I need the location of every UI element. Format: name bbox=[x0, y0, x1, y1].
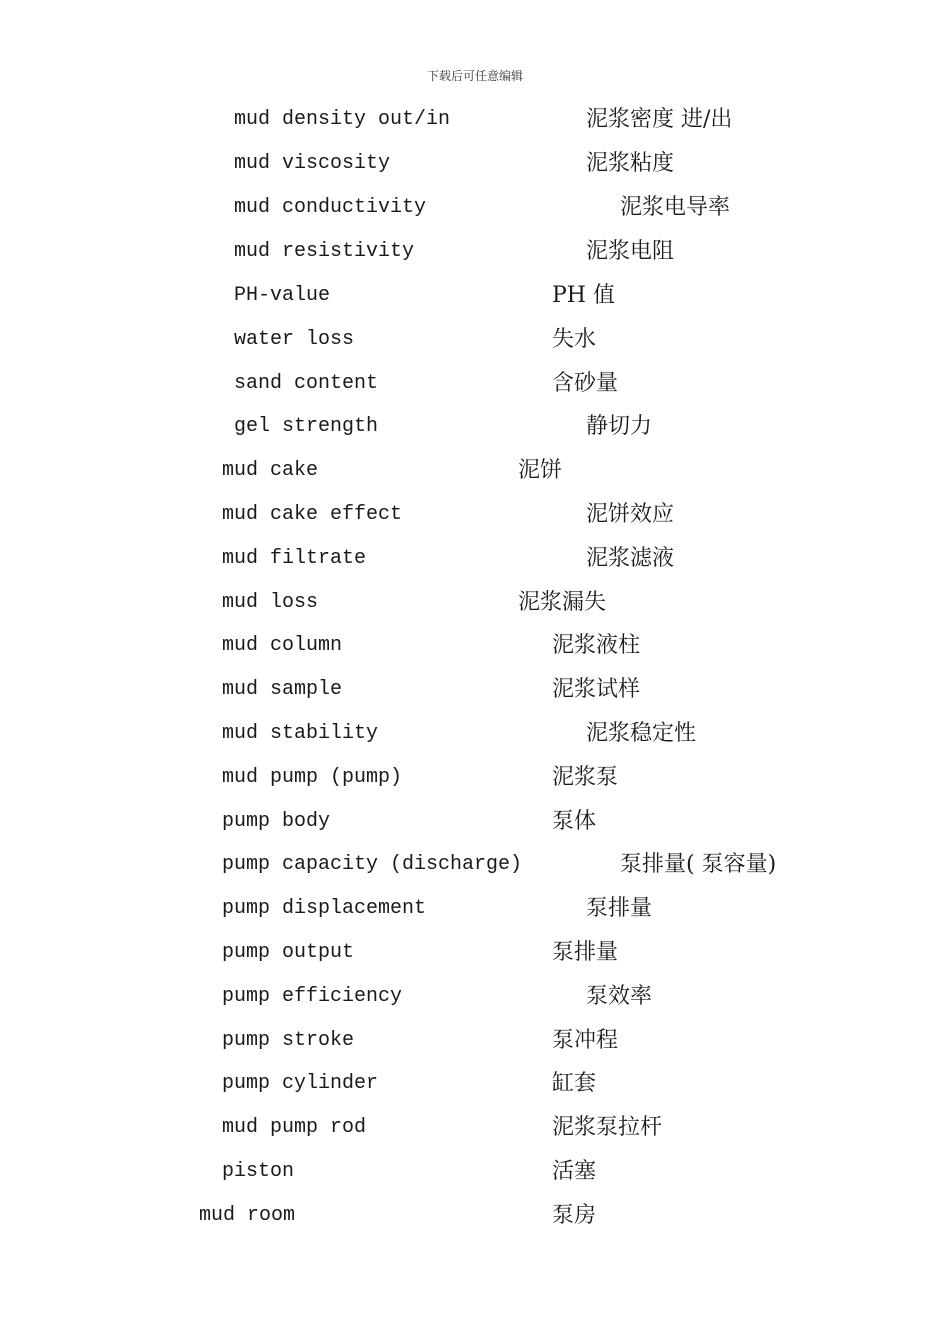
english-term: mud conductivity bbox=[234, 196, 427, 219]
glossary-row bbox=[0, 1072, 950, 1102]
chinese-term: 泵排量( 泵容量) bbox=[620, 852, 777, 877]
english-term: mud stability bbox=[222, 722, 379, 745]
glossary-row bbox=[0, 372, 950, 402]
chinese-term: 活塞 bbox=[552, 1159, 597, 1184]
english-term: sand content bbox=[234, 372, 379, 395]
english-term: mud density out/in bbox=[234, 108, 451, 131]
chinese-term: 泥饼效应 bbox=[586, 502, 675, 527]
chinese-term: 泵冲程 bbox=[552, 1028, 619, 1053]
glossary-row bbox=[0, 459, 950, 489]
glossary-row bbox=[0, 1116, 950, 1146]
chinese-term: 泥浆粘度 bbox=[586, 151, 675, 176]
glossary-row bbox=[0, 941, 950, 971]
glossary-row bbox=[0, 503, 950, 533]
english-term: PH-value bbox=[234, 284, 331, 307]
english-term: pump capacity (discharge) bbox=[222, 853, 523, 876]
glossary-row bbox=[0, 547, 950, 577]
glossary-row bbox=[0, 634, 950, 664]
english-term: piston bbox=[222, 1160, 295, 1183]
chinese-term: 泥浆泵 bbox=[552, 765, 619, 790]
english-term: pump displacement bbox=[222, 897, 427, 920]
english-term: pump output bbox=[222, 941, 355, 964]
english-term: mud filtrate bbox=[222, 547, 367, 570]
chinese-term: 泥饼 bbox=[518, 458, 563, 483]
english-term: mud sample bbox=[222, 678, 343, 701]
chinese-term: 泥浆电导率 bbox=[620, 195, 731, 220]
glossary-row bbox=[0, 678, 950, 708]
chinese-term: 泥浆电阻 bbox=[586, 239, 675, 264]
chinese-term: 泥浆液柱 bbox=[552, 633, 641, 658]
chinese-term: 泵排量 bbox=[552, 940, 619, 965]
glossary-row bbox=[0, 1160, 950, 1190]
page-header: 下载后可任意编辑 bbox=[426, 69, 523, 83]
chinese-term: 泵房 bbox=[552, 1203, 597, 1228]
glossary-row bbox=[0, 152, 950, 182]
english-term: gel strength bbox=[234, 415, 379, 438]
chinese-term: 缸套 bbox=[552, 1071, 597, 1096]
english-term: water loss bbox=[234, 328, 355, 351]
chinese-term: 含砂量 bbox=[552, 371, 619, 396]
chinese-term: 泵体 bbox=[552, 809, 597, 834]
chinese-term: 静切力 bbox=[586, 414, 653, 439]
english-term: mud cake effect bbox=[222, 503, 403, 526]
english-term: pump efficiency bbox=[222, 985, 403, 1008]
glossary-row bbox=[0, 1204, 950, 1234]
chinese-term: 泵效率 bbox=[586, 984, 653, 1009]
english-term: pump cylinder bbox=[222, 1072, 379, 1095]
glossary-row bbox=[0, 1029, 950, 1059]
english-term: mud resistivity bbox=[234, 240, 415, 263]
chinese-term: 泥浆密度 进/出 bbox=[586, 107, 733, 132]
chinese-term: PH 值 bbox=[552, 283, 615, 308]
english-term: mud room bbox=[199, 1204, 296, 1227]
glossary-row bbox=[0, 328, 950, 358]
chinese-term: 泥浆稳定性 bbox=[586, 721, 697, 746]
glossary-row bbox=[0, 284, 950, 314]
glossary-row bbox=[0, 722, 950, 752]
english-term: mud pump rod bbox=[222, 1116, 367, 1139]
english-term: mud loss bbox=[222, 591, 319, 614]
english-term: mud viscosity bbox=[234, 152, 391, 175]
chinese-term: 泥浆试样 bbox=[552, 677, 641, 702]
english-term: mud column bbox=[222, 634, 343, 657]
english-term: mud pump (pump) bbox=[222, 766, 403, 789]
glossary-row bbox=[0, 108, 950, 138]
glossary-row bbox=[0, 810, 950, 840]
english-term: pump stroke bbox=[222, 1029, 355, 1052]
chinese-term: 泥浆漏失 bbox=[518, 590, 607, 615]
chinese-term: 泵排量 bbox=[586, 896, 653, 921]
glossary-row bbox=[0, 853, 950, 883]
glossary-row bbox=[0, 240, 950, 270]
english-term: pump body bbox=[222, 810, 331, 833]
glossary-row bbox=[0, 985, 950, 1015]
glossary-row bbox=[0, 415, 950, 445]
chinese-term: 泥浆泵拉杆 bbox=[552, 1115, 663, 1140]
chinese-term: 失水 bbox=[552, 327, 597, 352]
chinese-term: 泥浆滤液 bbox=[586, 546, 675, 571]
glossary-row bbox=[0, 897, 950, 927]
glossary-row bbox=[0, 196, 950, 226]
glossary-row bbox=[0, 591, 950, 621]
english-term: mud cake bbox=[222, 459, 319, 482]
glossary-row bbox=[0, 766, 950, 796]
